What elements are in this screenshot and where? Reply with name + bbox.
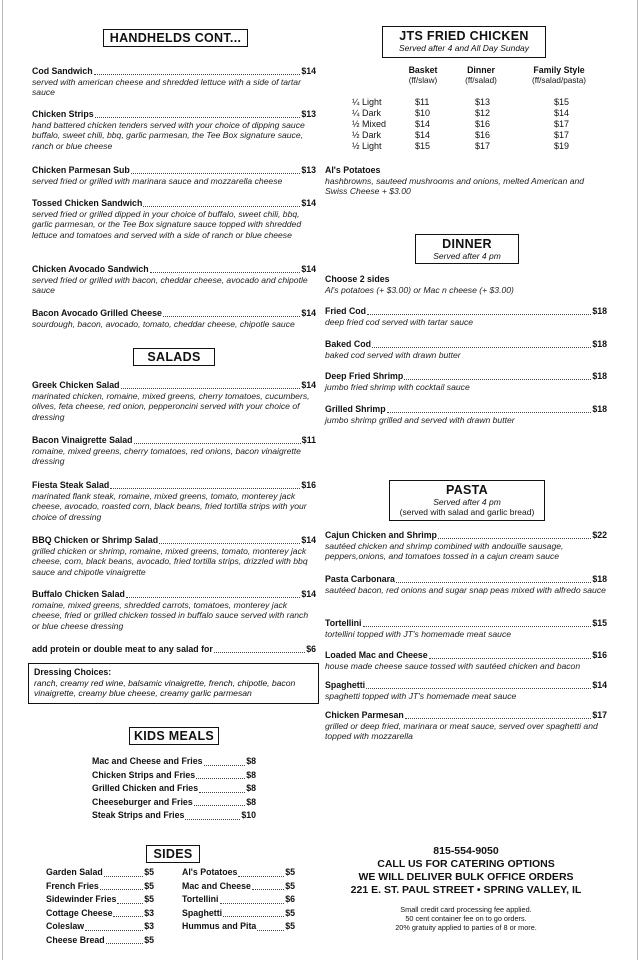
fc-column-basket: Basket (ff/slaw) — [408, 65, 438, 85]
menu-item-tossed-chicken-sandwich — [32, 198, 316, 240]
dressing-choices-desc: ranch, creamy red wine, balsamic vinaigrette, french, chipotle, bacon vinaigrette, creamy blue cheese, creamy garlic parmesan — [34, 677, 296, 698]
item-name: Chicken Parmesan — [325, 710, 404, 720]
menu-item-deep-fried-shrimp — [325, 371, 607, 392]
item-price: $8 — [246, 769, 256, 780]
item-name: Garden Salad — [46, 867, 103, 877]
side-item-spaghetti — [182, 907, 295, 921]
item-name: Grilled Chicken and Fries — [92, 783, 199, 793]
item-name: Cheeseburger and Fries — [92, 796, 193, 807]
item-name: Tortellini — [182, 894, 219, 904]
item-name: Grilled Shrimp — [325, 404, 386, 414]
item-name: Tortellini — [325, 618, 362, 628]
menu-item-buffalo-chicken-salad — [32, 589, 316, 631]
item-name: Spaghetti — [325, 680, 366, 690]
item-name: French Fries — [46, 880, 99, 891]
fc-price-basket: $10 — [415, 108, 431, 118]
fc-price-basket: $15 — [415, 141, 431, 151]
item-price: $14 — [301, 589, 316, 599]
item-name: Cheese Bread — [46, 934, 105, 945]
handhelds-title: HANDHELDS CONT... — [103, 29, 248, 47]
item-name: Cottage Cheese — [46, 907, 113, 918]
item-price: $5 — [285, 867, 295, 877]
item-price: $5 — [285, 921, 295, 931]
side-item-cottage-cheese — [46, 907, 154, 921]
item-name: Chicken Strips and Fries — [92, 769, 196, 780]
side-item-tortellini — [182, 893, 295, 907]
item-name: Mac and Cheese and Fries — [92, 756, 203, 766]
item-name: Cod Sandwich — [32, 66, 93, 76]
note-container-fee: 50 cent container fee on to go orders. — [405, 914, 527, 924]
menu-item-grilled-shrimp — [325, 404, 607, 425]
item-description: grilled or deep fried, marinara or meat sauce, served over spaghetti and topped with mozzarella — [325, 720, 598, 742]
item-price: $3 — [144, 907, 154, 918]
leader-dots — [252, 880, 284, 891]
fc-price-dinner: $13 — [475, 97, 491, 107]
leader-dots — [438, 530, 591, 539]
side-item-cheese-bread — [46, 934, 154, 948]
item-description: deep fried cod served with tartar sauce — [325, 316, 474, 327]
leader-dots — [196, 769, 245, 780]
item-name: Cajun Chicken and Shrimp — [325, 530, 437, 540]
item-price: $6 — [285, 894, 295, 904]
item-price: $14 — [301, 66, 316, 76]
item-description: baked cod served with drawn butter — [325, 349, 461, 360]
leader-dots — [126, 589, 300, 598]
item-description: marinated flank steak, romaine, mixed greens, tomato, monterey jack cheese, avocado, roasted corn, black beans, fried tortilla strips with your choice of dressing — [32, 490, 307, 522]
leader-dots — [150, 264, 301, 273]
fc-price-family: $15 — [554, 97, 570, 107]
item-price: $15 — [592, 618, 607, 628]
item-price: $8 — [246, 783, 256, 793]
menu-item-pasta-carbonara — [325, 574, 607, 595]
item-price: $18 — [592, 306, 607, 316]
contact-block — [325, 845, 607, 897]
item-price: $3 — [144, 921, 154, 931]
menu-item-bacon-vinaigrette-salad — [32, 435, 316, 467]
item-price: $8 — [246, 796, 256, 807]
leader-dots — [238, 866, 284, 877]
dinner-choose-sides: Choose 2 sides Al's potatoes (+ $3.00) or Mac n cheese (+ $3.00) — [325, 274, 514, 295]
item-price: $17 — [592, 710, 607, 720]
item-name: Hummus and Pita — [182, 921, 257, 931]
fc-row-label: ½ Dark — [352, 130, 382, 140]
item-name: BBQ Chicken or Shrimp Salad — [32, 535, 159, 545]
item-name: Fiesta Steak Salad — [32, 480, 110, 490]
leader-dots — [366, 680, 591, 689]
leader-dots — [143, 198, 300, 207]
item-price: $14 — [301, 198, 316, 208]
leader-dots — [113, 907, 143, 918]
dressing-choices-label: Dressing Choices: — [34, 667, 112, 677]
fried-chicken-title: JTS FRIED CHICKEN Served after 4 and All Day Sunday — [382, 26, 546, 58]
item-name: Bacon Avocado Grilled Cheese — [32, 308, 162, 318]
leader-dots — [363, 618, 592, 627]
leader-dots — [134, 435, 301, 444]
item-price: $5 — [285, 907, 295, 918]
contact-catering: CALL US FOR CATERING OPTIONS — [377, 858, 555, 870]
kids-meals-title: KIDS MEALS — [129, 727, 219, 745]
item-description: jumbo fried shrimp with cocktail sauce — [325, 381, 470, 392]
contact-address: 221 E. ST. PAUL STREET • SPRING VALLEY, IL — [350, 884, 582, 896]
item-price: $18 — [592, 371, 607, 381]
item-name: Greek Chicken Salad — [32, 380, 120, 390]
leader-dots — [159, 535, 300, 544]
menu-item-chicken-parmesan-sub — [32, 165, 316, 186]
kids-item-chicken-strips-and-fries — [92, 769, 256, 783]
item-price: $5 — [285, 880, 295, 891]
item-price: $5 — [144, 934, 154, 945]
dinner-title: DINNER Served after 4 pm — [415, 234, 519, 264]
kids-item-steak-strips-and-fries — [92, 809, 256, 823]
item-description: romaine, mixed greens, cherry tomatoes, red onions, bacon vinaigrette dressing — [32, 445, 301, 467]
menu-item-baked-cod — [325, 339, 607, 360]
item-description: sautéed bacon, red onions and sugar snap peas mixed with alfredo sauce — [325, 584, 606, 595]
item-name: Chicken Avocado Sandwich — [32, 264, 149, 274]
fc-row-label: ¼ Light — [352, 97, 382, 107]
menu-item-fiesta-steak-salad — [32, 480, 316, 522]
leader-dots — [95, 109, 301, 118]
item-name: Buffalo Chicken Salad — [32, 589, 125, 599]
fine-print — [325, 905, 607, 932]
fc-row-label: ½ Light — [352, 141, 382, 151]
item-price: $5 — [144, 867, 154, 877]
kids-item-grilled-chicken-and-fries — [92, 782, 256, 796]
leader-dots — [220, 893, 285, 904]
item-description: romaine, mixed greens, shredded carrots, tomatoes, monterey jack cheese, fried or grilled chicken tossed in buffalo sauce served with ranch or blue cheese dressing — [32, 599, 309, 631]
item-price: $16 — [592, 650, 607, 660]
item-name: Fried Cod — [325, 306, 367, 316]
leader-dots — [185, 809, 240, 820]
leader-dots — [104, 866, 143, 877]
item-description: served with american cheese and shredded lettuce with a side of tartar sauce — [32, 76, 301, 98]
leader-dots — [194, 796, 245, 807]
leader-dots — [223, 907, 284, 918]
salads-title: SALADS — [133, 348, 215, 366]
item-name: Steak Strips and Fries — [92, 810, 185, 820]
item-name: Pasta Carbonara — [325, 574, 395, 584]
leader-dots — [106, 934, 144, 945]
side-item-hummus-and-pita — [182, 920, 295, 934]
item-description: sautéed chicken and shrimp combined with andouille sausage, peppers,onions, and tomatoes tossed in a cajun cream sauce — [325, 540, 564, 562]
side-item-coleslaw — [46, 920, 154, 934]
item-description: served fried or grilled dipped in your choice of buffalo, sweet chili, bbq, garlic parmesan, or the Tee Box signature sauce topped with shredded lettuce and tomatoes and served with a side of ranch or blue cheese — [32, 208, 302, 240]
item-price: $18 — [592, 574, 607, 584]
item-price: $18 — [592, 339, 607, 349]
leader-dots — [404, 371, 591, 380]
menu-item-bacon-avocado-grilled-cheese — [32, 308, 316, 329]
menu-item-bbq-chicken-or-shrimp-salad — [32, 535, 316, 577]
item-name: Baked Cod — [325, 339, 371, 349]
item-price: $14 — [301, 264, 316, 274]
leader-dots — [396, 574, 591, 583]
side-item-french-fries — [46, 880, 154, 894]
item-description: spaghetti topped with JT's homemade meat sauce — [325, 690, 517, 701]
dressing-choices-box — [28, 663, 319, 704]
side-item-sidewinder-fries — [46, 893, 154, 907]
fc-price-basket: $11 — [415, 97, 430, 107]
fc-column-dinner: Dinner (ff/salad) — [465, 65, 497, 85]
item-price: $16 — [301, 480, 316, 490]
item-price: $10 — [241, 810, 256, 820]
leader-dots — [405, 710, 592, 719]
item-name: Sidewinder Fries — [46, 894, 117, 904]
salad-addon: add protein or double meat to any salad for $6 — [32, 644, 316, 654]
menu-item-spaghetti — [325, 680, 607, 701]
item-price: $22 — [592, 530, 607, 540]
fc-column-family-style: Family Style (ff/salad/pasta) — [531, 65, 586, 85]
page-edge-left — [2, 0, 3, 960]
sides-list-left — [46, 866, 154, 947]
menu-item-fried-cod — [325, 306, 607, 327]
item-price: $18 — [592, 404, 607, 414]
leader-dots — [110, 480, 300, 489]
fc-price-dinner: $16 — [475, 119, 491, 129]
page-edge-right — [637, 0, 638, 960]
item-description: served fried or grilled with marinara sauce and mozzarella cheese — [32, 175, 283, 186]
item-name: Mac and Cheese — [182, 880, 251, 891]
leader-dots — [199, 782, 245, 793]
fc-row-label: ¼ Dark — [352, 108, 382, 118]
contact-phone: 815-554-9050 — [433, 845, 499, 857]
kids-item-mac-and-cheese-and-fries — [92, 755, 256, 769]
als-potatoes-item: Al's Potatoes hashbrowns, sauteed mushrooms and onions, melted American and Swiss Cheese + $3.00 — [325, 165, 585, 197]
contact-delivery: WE WILL DELIVER BULK OFFICE ORDERS — [358, 871, 574, 883]
item-name: Chicken Parmesan Sub — [32, 165, 130, 175]
fc-price-family: $17 — [554, 130, 570, 140]
item-description: house made cheese sauce tossed with sautéed chicken and bacon — [325, 660, 581, 671]
side-item-mac-and-cheese — [182, 880, 295, 894]
fc-price-dinner: $12 — [475, 108, 491, 118]
item-price: $8 — [246, 756, 256, 766]
fc-price-dinner: $16 — [475, 130, 491, 140]
leader-dots — [131, 165, 301, 174]
item-name: Al's Potatoes — [182, 867, 238, 877]
item-description: jumbo shrimp grilled and served with drawn butter — [325, 414, 515, 425]
item-price: $14 — [301, 308, 316, 318]
note-gratuity: 20% gratuity applied to parties of 8 or more. — [395, 923, 537, 933]
item-name: Tossed Chicken Sandwich — [32, 198, 143, 208]
pasta-title: PASTA Served after 4 pm (served with salad and garlic bread) — [389, 480, 545, 521]
item-description: hand battered chicken tenders served with your choice of dipping sauce buffalo, sweet chili, bbq, garlic parmesan, the Tee Box signature sauce, ranch or blue cheese — [32, 119, 305, 151]
fc-price-family: $19 — [554, 141, 570, 151]
item-description: grilled chicken or shrimp, romaine, mixed greens, tomato, monterey jack cheese, corn, black beans, avocado, fried tortilla strips, drizzled with bbq sauce and chipotle vinaigrette — [32, 545, 308, 577]
menu-item-cajun-chicken-and-shrimp — [325, 530, 607, 562]
leader-dots — [163, 308, 300, 317]
sides-title: SIDES — [146, 845, 200, 863]
item-name: Loaded Mac and Cheese — [325, 650, 428, 660]
item-description: served fried or grilled with bacon, cheddar cheese, avocado and chipotle sauce — [32, 274, 308, 296]
leader-dots — [372, 339, 591, 348]
kids-meals-list — [92, 755, 256, 823]
item-price: $13 — [301, 109, 316, 119]
item-price: $14 — [301, 380, 316, 390]
menu-item-chicken-avocado-sandwich — [32, 264, 316, 296]
menu-item-chicken-strips — [32, 109, 316, 151]
item-price: $13 — [301, 165, 316, 175]
leader-dots — [117, 893, 143, 904]
fc-price-dinner: $17 — [475, 141, 491, 151]
menu-item-chicken-parmesan — [325, 710, 607, 742]
note-card-fee: Small credit card processing fee applied. — [400, 905, 532, 914]
leader-dots — [367, 306, 591, 315]
item-price: $11 — [301, 435, 316, 445]
side-item-al-s-potatoes — [182, 866, 295, 880]
item-name: Chicken Strips — [32, 109, 94, 119]
kids-item-cheeseburger-and-fries — [92, 796, 256, 810]
item-price: $5 — [144, 880, 154, 891]
item-name: Deep Fried Shrimp — [325, 371, 404, 381]
leader-dots — [387, 404, 592, 413]
item-name: Coleslaw — [46, 921, 85, 931]
leader-dots — [85, 920, 143, 931]
item-description: sourdough, bacon, avocado, tomato, cheddar cheese, chipotle sauce — [32, 318, 295, 329]
item-name: Bacon Vinaigrette Salad — [32, 435, 133, 445]
fc-row-label: ½ Mixed — [352, 119, 387, 129]
side-item-garden-salad — [46, 866, 154, 880]
leader-dots — [257, 920, 284, 931]
fc-price-family: $17 — [554, 119, 570, 129]
item-description: marinated chicken, romaine, mixed greens, cherry tomatoes, cucumbers, olives, feta cheese, red onion, pepperoncini served with your choice of dressing — [32, 390, 310, 422]
menu-item-greek-chicken-salad — [32, 380, 316, 422]
item-price: $14 — [301, 535, 316, 545]
leader-dots — [429, 650, 592, 659]
fc-price-basket: $14 — [415, 130, 431, 140]
fc-price-family: $14 — [554, 108, 570, 118]
leader-dots — [204, 755, 246, 766]
item-price: $5 — [144, 894, 154, 904]
leader-dots — [94, 66, 301, 75]
leader-dots — [121, 380, 301, 389]
item-name: Spaghetti — [182, 907, 223, 918]
leader-dots — [100, 880, 143, 891]
fc-price-basket: $14 — [415, 119, 431, 129]
menu-item-cod-sandwich — [32, 66, 316, 98]
item-price: $14 — [592, 680, 607, 690]
item-description: tortellini topped with JT's homemade meat sauce — [325, 628, 512, 639]
menu-item-loaded-mac-and-cheese — [325, 650, 607, 671]
sides-list-right — [182, 866, 295, 934]
menu-item-tortellini — [325, 618, 607, 639]
